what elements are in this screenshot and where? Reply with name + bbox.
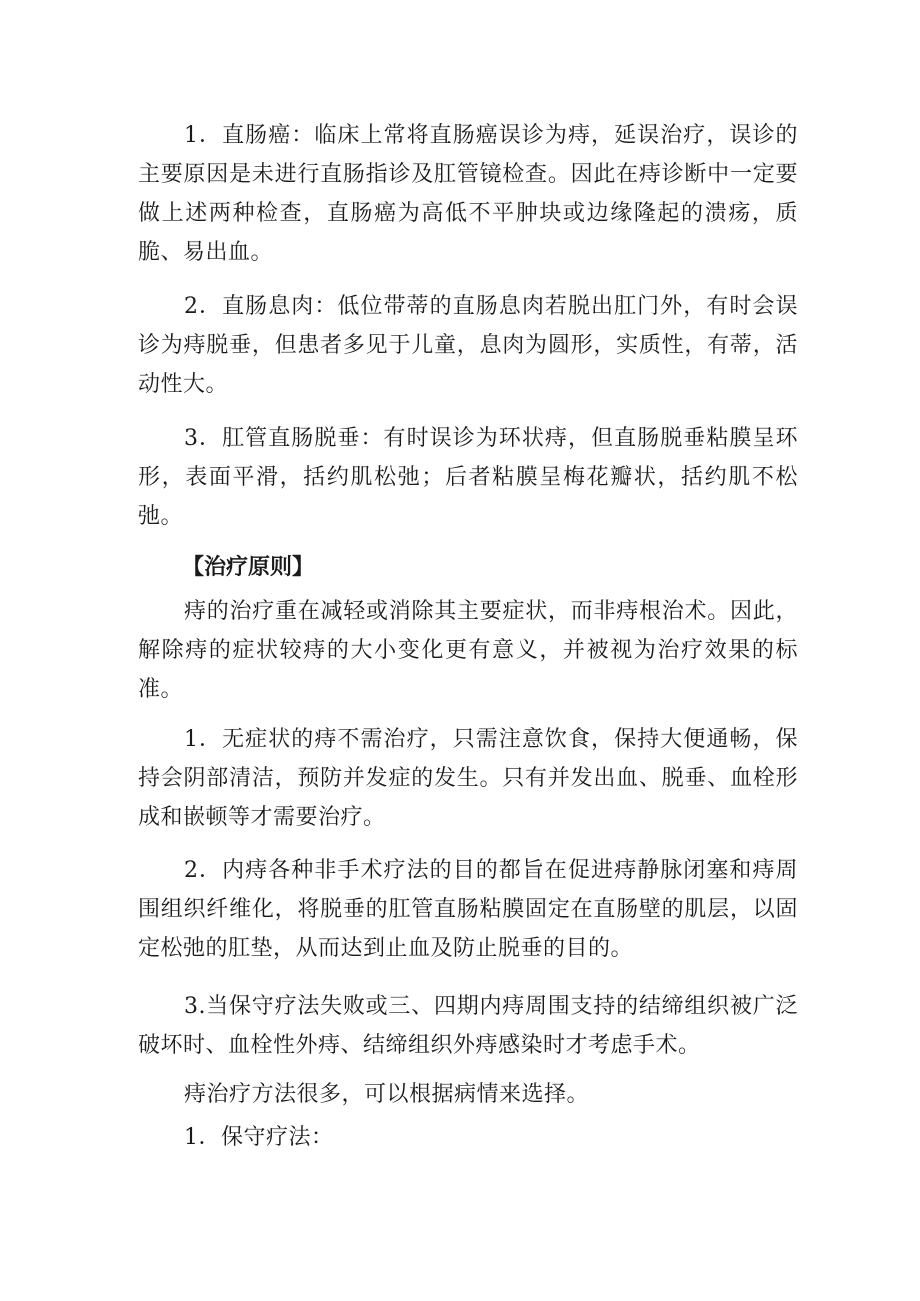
paragraph-rectal-polyp: 2．直肠息肉：低位带蒂的直肠息肉若脱出肛门外，有时会误诊为痔脱垂，但患者多见于儿童，息肉为圆形，实质性，有蒂，活动性大。	[138, 294, 798, 397]
paragraph-treatment-2: 2．内痔各种非手术疗法的目的都旨在促进痔静脉闭塞和痔周围组织纤维化，将脱垂的肛管直肠粘膜固定在直肠壁的肌层，以固定松弛的肛垫，从而达到止血及防止脱垂的目的。	[138, 858, 798, 961]
paragraph-treatment-intro: 痔的治疗重在减轻或消除其主要症状，而非痔根治术。因此，解除痔的症状较痔的大小变化更有意义，并被视为治疗效果的标准。	[138, 599, 798, 702]
section-heading-treatment-principles: 【治疗原则】	[182, 555, 315, 580]
paragraph-treatment-3: 3.当保守疗法失败或三、四期内痔周围支持的结缔组织被广泛破坏时、血栓性外痔、结缔组织外痔感染时才考虑手术。	[138, 994, 798, 1058]
paragraph-conservative-therapy: 1．保守疗法：	[184, 1125, 334, 1150]
paragraph-rectal-prolapse: 3．肛管直肠脱垂：有时误诊为环状痔，但直肠脱垂粘膜呈环形，表面平滑，括约肌松弛；后者粘膜呈梅花瓣状，括约肌不松弛。	[138, 426, 798, 529]
paragraph-rectal-cancer: 1．直肠癌：临床上常将直肠癌误诊为痔，延误治疗，误诊的主要原因是未进行直肠指诊及肛管镜检查。因此在痔诊断中一定要做上述两种检查，直肠癌为高低不平肿块或边缘隆起的溃疡，质脆、易出血。	[138, 123, 798, 265]
paragraph-treatment-1: 1．无症状的痔不需治疗，只需注意饮食，保持大便通畅，保持会阴部清洁，预防并发症的发生。只有并发出血、脱垂、血栓形成和嵌顿等才需要治疗。	[138, 727, 798, 830]
paragraph-treatment-methods: 痔治疗方法很多，可以根据病情来选择。	[184, 1082, 590, 1107]
